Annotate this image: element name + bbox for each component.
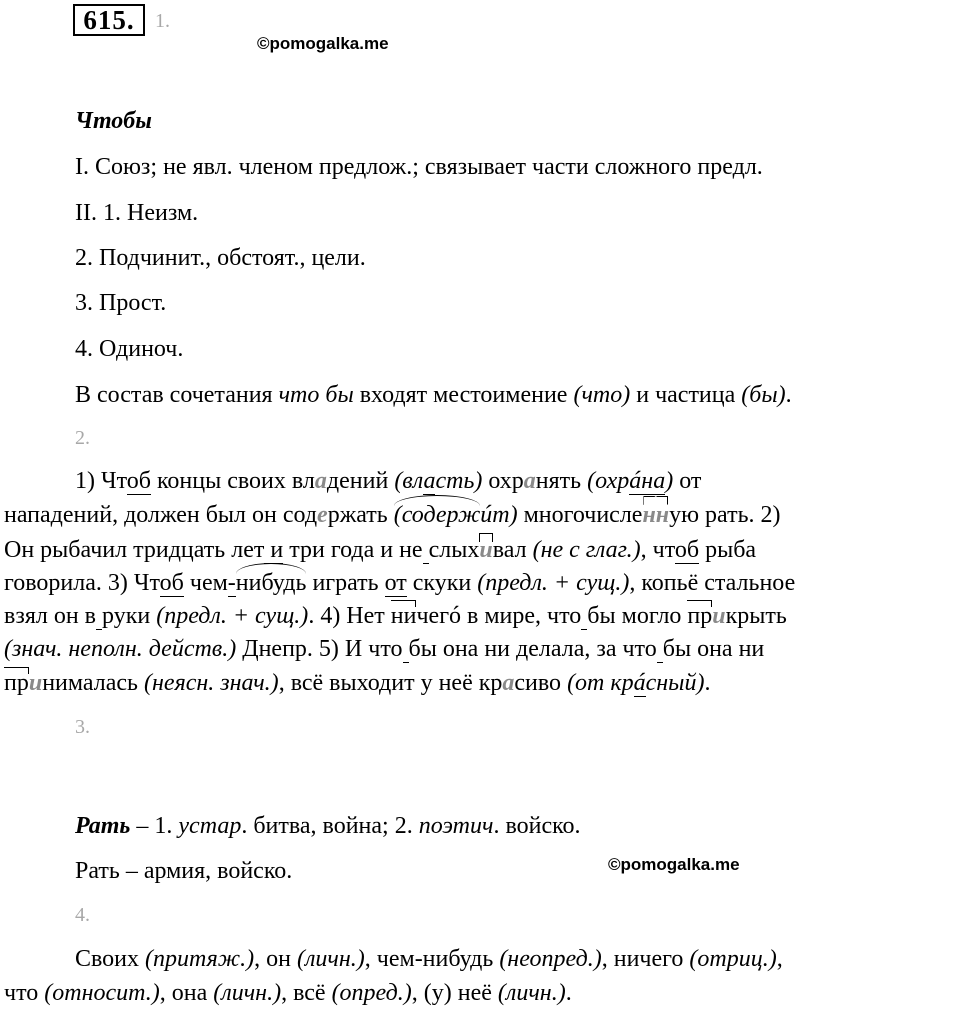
sentence-line-3: Он рыбачил тридцать лет и три года и не слыхивал (не с глаг.), чтоб рыба <box>4 537 757 563</box>
definition-line-2: Рать – армия, войско. <box>75 858 293 884</box>
sentence-line-6: (знач. неполн. действ.) Днепр. 5) И что бы она ни делала, за что бы она ни <box>4 636 765 662</box>
analysis-line-6: В состав сочетания что бы входят местоимение (что) и частица (бы). <box>75 382 792 408</box>
sentence-line-2: нападений, должен был он содержать (содержúт) многочисленную рать. 2) <box>4 502 781 528</box>
sentence-line-7: принималась (неясн. знач.), всё выходит у неё красиво (от крáсный). <box>4 670 711 696</box>
watermark-mid: ©pomogalka.me <box>608 855 740 874</box>
analysis-line-1: I. Союз; не явл. членом предлож.; связывает части сложного предл. <box>75 154 763 180</box>
analysis-line-2: II. 1. Неизм. <box>75 200 199 226</box>
watermark-top: ©pomogalka.me <box>257 34 389 53</box>
pronoun-line-1: Своих (притяж.), он (личн.), чем-нибудь (неопред.), ничего (отриц.), <box>75 946 783 972</box>
word-title: Чтобы <box>75 108 152 134</box>
analysis-line-5: 4. Одиноч. <box>75 336 184 362</box>
analysis-line-3: 2. Подчинит., обстоят., цели. <box>75 245 366 271</box>
exercise-number: 615. <box>73 4 145 36</box>
sentence-line-1: 1) Чтоб концы своих владений (власть) охранять (охрáна) от <box>75 468 702 494</box>
part-label-4: 4. <box>75 904 90 926</box>
analysis-line-4: 3. Прост. <box>75 290 167 316</box>
sentence-line-5: взял он в руки (предл. + сущ.). 4) Нет ничегó в мире, что бы могло прикрыть <box>4 603 787 629</box>
definition-line-1: Рать – 1. устар. битва, война; 2. поэтич. войско. <box>75 813 581 839</box>
sentence-line-4: говорила. 3) Чтоб чем-нибудь играть от скуки (предл. + сущ.), копьё стальное <box>4 570 796 596</box>
part-label-1: 1. <box>155 10 170 32</box>
part-label-3: 3. <box>75 716 90 738</box>
pronoun-line-2: что (относит.), она (личн.), всё (опред.), (у) неё (личн.). <box>4 980 572 1006</box>
part-label-2: 2. <box>75 427 90 449</box>
